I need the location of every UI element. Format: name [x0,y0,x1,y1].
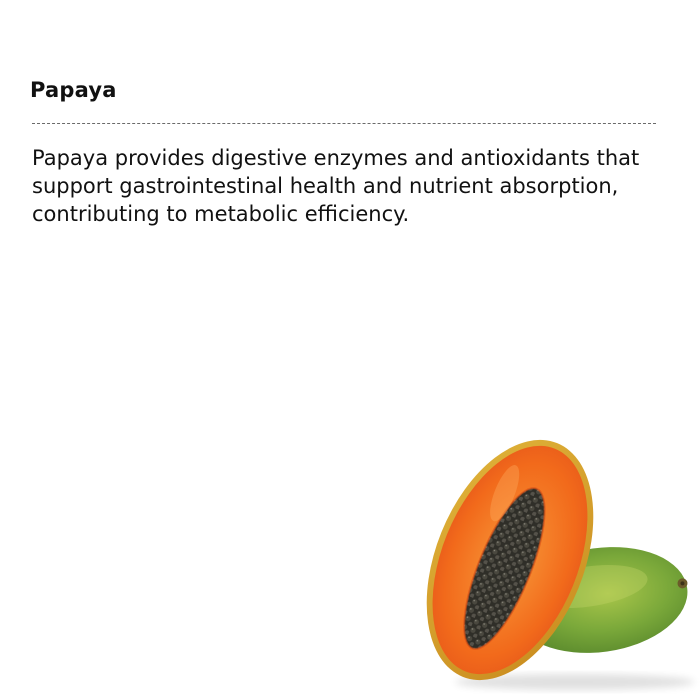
item-title: Papaya [30,78,117,102]
papaya-image [400,420,700,700]
dashed-divider [32,123,656,124]
item-description: Papaya provides digestive enzymes and antioxidants that support gastrointestinal health and nutrient absorption, contributing to metabolic efficiency. [32,146,640,226]
